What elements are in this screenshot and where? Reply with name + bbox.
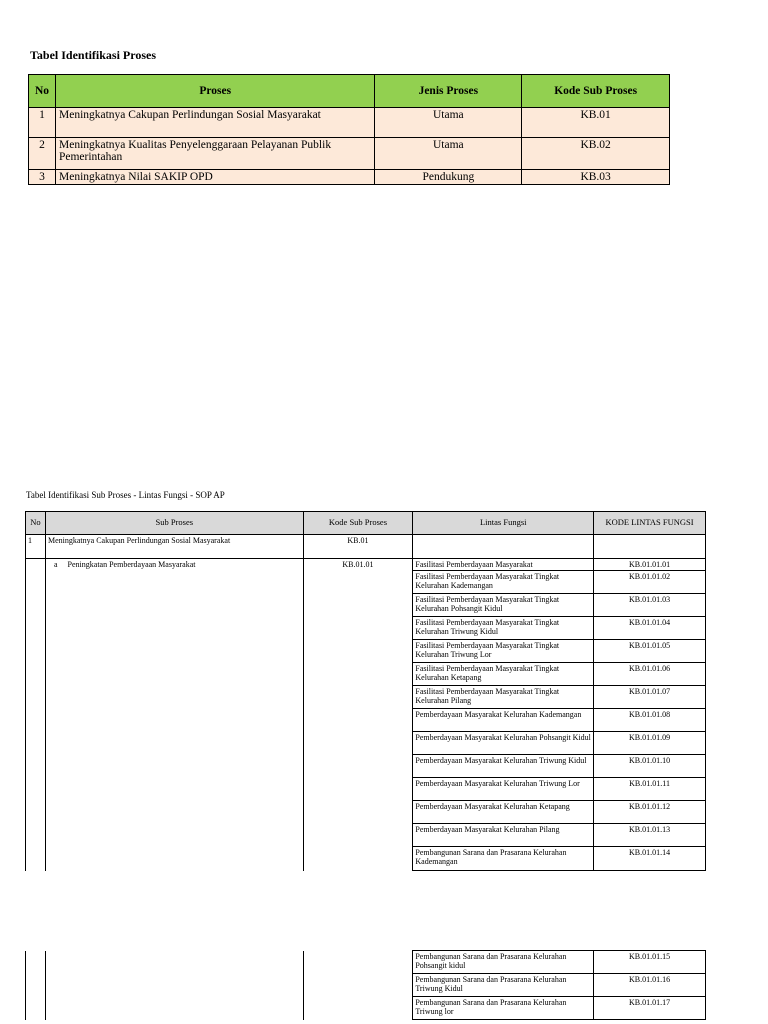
row-no (26, 663, 46, 686)
row-kode (303, 974, 413, 997)
lintas-fungsi-name: Fasilitasi Pemberdayaan Masyarakat Tingkat Kelurahan Ketapang (413, 663, 594, 686)
table-row (26, 559, 706, 571)
row-jenis: Utama (375, 108, 522, 138)
row-kode (303, 732, 413, 755)
row-kode (303, 847, 413, 871)
row-no (26, 755, 46, 778)
table-row (26, 594, 706, 617)
table-row (26, 997, 706, 1020)
row-no (26, 824, 46, 847)
lintas-fungsi-name: Fasilitasi Pemberdayaan Masyarakat (413, 559, 594, 571)
lintas-fungsi-code: KB.01.01.05 (594, 640, 706, 663)
sub-process-table-continued (25, 950, 706, 1020)
row-sub-proses (45, 559, 303, 571)
row-no: 3 (29, 170, 56, 185)
sub-process-table (25, 511, 706, 871)
row-no (26, 640, 46, 663)
table-row (26, 755, 706, 778)
row-kode: KB.01 (303, 535, 413, 559)
lintas-fungsi-name: Pemberdayaan Masyarakat Kelurahan Triwung Lor (413, 778, 594, 801)
row-sub-proses (45, 617, 303, 640)
row-kode: KB.03 (522, 170, 670, 185)
lintas-fungsi-name: Pembangunan Sarana dan Prasarana Kelurahan Triwung lor (413, 997, 594, 1020)
row-lintas-fungsi (413, 535, 594, 559)
table-row (26, 709, 706, 732)
row-no (26, 559, 46, 571)
header-kode-sub-proses: Kode Sub Proses (522, 75, 670, 108)
table-row (26, 617, 706, 640)
lintas-fungsi-name: Pemberdayaan Masyarakat Kelurahan Ketapang (413, 801, 594, 824)
lintas-fungsi-name: Fasilitasi Pemberdayaan Masyarakat Tingkat Kelurahan Kademangan (413, 571, 594, 594)
row-kode (303, 663, 413, 686)
table2-title: Tabel Identifikasi Sub Proses - Lintas Fungsi - SOP AP (26, 490, 225, 500)
lintas-fungsi-code: KB.01.01.15 (594, 951, 706, 974)
row-sub-proses (45, 732, 303, 755)
row-kode (303, 755, 413, 778)
table-row (26, 824, 706, 847)
row-kode (303, 951, 413, 974)
lintas-fungsi-code: KB.01.01.16 (594, 974, 706, 997)
lintas-fungsi-code: KB.01.01.02 (594, 571, 706, 594)
row-no (26, 974, 46, 997)
row-no (26, 571, 46, 594)
process-table (28, 74, 670, 185)
table-row (26, 535, 706, 559)
lintas-fungsi-code: KB.01.01.06 (594, 663, 706, 686)
header-kode-sub-proses: Kode Sub Proses (303, 512, 413, 535)
row-sub-proses (45, 755, 303, 778)
table-header-row (26, 512, 706, 535)
row-sub-proses (45, 824, 303, 847)
lintas-fungsi-name: Pemberdayaan Masyarakat Kelurahan Pohsangit Kidul (413, 732, 594, 755)
row-no: 2 (29, 138, 56, 170)
row-sub-proses-text: Peningkatan Pemberdayaan Masyarakat (67, 560, 196, 569)
table-row (26, 951, 706, 974)
row-no (26, 732, 46, 755)
lintas-fungsi-code: KB.01.01.03 (594, 594, 706, 617)
table-row (29, 138, 670, 170)
table-row (26, 571, 706, 594)
table-row (29, 170, 670, 185)
table-row (26, 686, 706, 709)
row-no (26, 951, 46, 974)
row-kode-lintas (594, 535, 706, 559)
row-sub-proses (45, 571, 303, 594)
row-kode: KB.01.01 (303, 559, 413, 571)
row-no (26, 778, 46, 801)
lintas-fungsi-name: Fasilitasi Pemberdayaan Masyarakat Tingkat Kelurahan Pilang (413, 686, 594, 709)
row-sub-proses (45, 709, 303, 732)
header-no: No (26, 512, 46, 535)
table-row (26, 974, 706, 997)
row-proses: Meningkatnya Nilai SAKIP OPD (55, 170, 374, 185)
header-jenis-proses: Jenis Proses (375, 75, 522, 108)
table-header-row (29, 75, 670, 108)
row-kode (303, 686, 413, 709)
lintas-fungsi-code: KB.01.01.14 (594, 847, 706, 871)
row-kode: KB.02 (522, 138, 670, 170)
lintas-fungsi-code: KB.01.01.10 (594, 755, 706, 778)
lintas-fungsi-name: Fasilitasi Pemberdayaan Masyarakat Tingkat Kelurahan Triwung Lor (413, 640, 594, 663)
table-row (26, 732, 706, 755)
row-sub-proses (45, 997, 303, 1020)
lintas-fungsi-name: Pembangunan Sarana dan Prasarana Kelurahan Kademangan (413, 847, 594, 871)
lintas-fungsi-code: KB.01.01.17 (594, 997, 706, 1020)
header-sub-proses: Sub Proses (45, 512, 303, 535)
row-kode (303, 594, 413, 617)
row-kode (303, 617, 413, 640)
row-no (26, 686, 46, 709)
row-no (26, 997, 46, 1020)
row-no (26, 709, 46, 732)
header-lintas-fungsi: Lintas Fungsi (413, 512, 594, 535)
lintas-fungsi-code: KB.01.01.11 (594, 778, 706, 801)
row-sub-proses (45, 594, 303, 617)
row-sub-proses (45, 778, 303, 801)
lintas-fungsi-name: Pemberdayaan Masyarakat Kelurahan Pilang (413, 824, 594, 847)
header-proses: Proses (55, 75, 374, 108)
row-kode (303, 778, 413, 801)
table-row (29, 108, 670, 138)
table-row (26, 640, 706, 663)
row-kode (303, 709, 413, 732)
row-sub-proses (45, 974, 303, 997)
row-no (26, 847, 46, 871)
row-proses: Meningkatnya Kualitas Penyelenggaraan Pelayanan Publik Pemerintahan (55, 138, 374, 170)
row-sub-proses (45, 686, 303, 709)
lintas-fungsi-code: KB.01.01.07 (594, 686, 706, 709)
row-no (26, 801, 46, 824)
row-kode: KB.01 (522, 108, 670, 138)
row-sub-proses (45, 663, 303, 686)
lintas-fungsi-code: KB.01.01.04 (594, 617, 706, 640)
row-proses: Meningkatnya Cakupan Perlindungan Sosial Masyarakat (55, 108, 374, 138)
table-row (26, 778, 706, 801)
table-row (26, 847, 706, 871)
header-kode-lintas-fungsi: KODE LINTAS FUNGSI (594, 512, 706, 535)
row-jenis: Pendukung (375, 170, 522, 185)
header-no: No (29, 75, 56, 108)
lintas-fungsi-code: KB.01.01.13 (594, 824, 706, 847)
row-sub-proses (45, 951, 303, 974)
row-kode (303, 997, 413, 1020)
lintas-fungsi-name: Pemberdayaan Masyarakat Kelurahan Kademangan (413, 709, 594, 732)
lintas-fungsi-name: Pembangunan Sarana dan Prasarana Kelurahan Triwung Kidul (413, 974, 594, 997)
table-row (26, 801, 706, 824)
row-kode (303, 571, 413, 594)
table1-title: Tabel Identifikasi Proses (30, 48, 157, 62)
lintas-fungsi-name: Fasilitasi Pemberdayaan Masyarakat Tingkat Kelurahan Triwung Kidul (413, 617, 594, 640)
lintas-fungsi-name: Pembangunan Sarana dan Prasarana Kelurahan Pohsangit kidul (413, 951, 594, 974)
lintas-fungsi-name: Pemberdayaan Masyarakat Kelurahan Triwung Kidul (413, 755, 594, 778)
row-no (26, 617, 46, 640)
lintas-fungsi-code: KB.01.01.12 (594, 801, 706, 824)
row-sub-proses (45, 801, 303, 824)
row-sub-proses (45, 640, 303, 663)
lintas-fungsi-code: KB.01.01.08 (594, 709, 706, 732)
row-no: 1 (29, 108, 56, 138)
lintas-fungsi-name: Fasilitasi Pemberdayaan Masyarakat Tingkat Kelurahan Pohsangit Kidul (413, 594, 594, 617)
row-no: 1 (26, 535, 46, 559)
row-sub-proses (45, 847, 303, 871)
row-jenis: Utama (375, 138, 522, 170)
lintas-fungsi-code: KB.01.01.01 (594, 559, 706, 571)
row-sub-proses: Meningkatnya Cakupan Perlindungan Sosial Masyarakat (45, 535, 303, 559)
lintas-fungsi-code: KB.01.01.09 (594, 732, 706, 755)
row-kode (303, 824, 413, 847)
row-kode (303, 640, 413, 663)
table-row (26, 663, 706, 686)
row-no (26, 594, 46, 617)
row-kode (303, 801, 413, 824)
row-letter: a (53, 560, 58, 569)
